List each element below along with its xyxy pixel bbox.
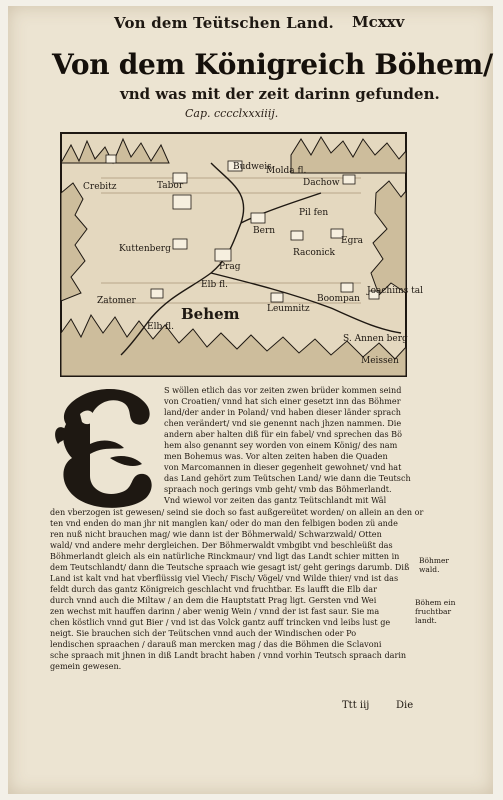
map-illustration xyxy=(61,133,423,376)
map-label-dachow: Dachow xyxy=(303,178,340,188)
body-text xyxy=(50,385,424,672)
map-label-budweis: Budweis xyxy=(233,162,272,172)
chapter-subtitle: vnd was mit der zeit darinn gefunden. xyxy=(120,85,440,103)
body-line: von Croatien/ vnnd hat sich einer gesetzt inn das Böhmer xyxy=(164,396,401,407)
map-label-meissen: Meissen xyxy=(361,356,399,366)
body-line: feldt durch das gantz Königreich geschlacht vnd fruchtbar. Es laufft die Elb dar xyxy=(50,583,377,594)
map-label-annaberg: S. Annen berg xyxy=(343,334,408,344)
body-line: spraach noch gerings vmb geht/ vmb das Böhmerlandt. xyxy=(164,484,392,495)
margin-note-fruchtbar: Böhem ein fruchtbar landt. xyxy=(415,598,456,625)
running-title: Von dem Teütschen Land. xyxy=(114,14,334,32)
map-label-leumnitz: Leumnitz xyxy=(267,304,310,314)
body-line: S wöllen etlich das vor zeiten zwen brüder kommen seind xyxy=(164,385,402,395)
body-line: durch vnnd auch die Miltaw / an dem die Hauptstatt Prag ligt. Gersten vnd Wei xyxy=(50,594,377,605)
map-label-bern: Bern xyxy=(253,226,276,236)
body-line: Land ist kalt vnd hat vberflüssig viel Viech/ Fisch/ Vögel/ vnd Wilde thier/ vnd ist das xyxy=(50,572,399,583)
map-label-joachims: Joachims tal xyxy=(367,286,423,296)
folio-number: Mcxxv xyxy=(352,13,405,31)
body-line: das Land gehört zum Teütschen Land/ wie dann die Teutsch xyxy=(164,473,411,484)
map-label-molda: Molda fl. xyxy=(266,166,307,176)
body-line: land/der ander in Poland/ vnd haben dieser länder sprach xyxy=(164,407,401,418)
body-line: den vberzogen ist gewesen/ seind sie doch so fast außgereütet worden/ on allein an den or xyxy=(50,506,424,517)
map-label-tabor: Tabor xyxy=(157,181,184,191)
signature-mark: Ttt iij xyxy=(342,700,370,711)
map-label-crebitz: Crebitz xyxy=(83,182,117,192)
body-line: dem Teutschlandt/ dann die Teutsche spraach wie gesagt ist/ geht gerings darumb. Diß xyxy=(50,561,410,572)
map-label-zatomer: Zatomer xyxy=(97,296,136,306)
body-line: Vnd wiewol vor zeiten das gantz Teütschlandt mit Wäl xyxy=(164,495,387,506)
map-label-raconick: Raconick xyxy=(293,248,335,258)
chapter-title: Von dem Königreich Böhem/ xyxy=(52,48,493,81)
body-line: chen verändert/ vnd sie genennt nach jhzen nammen. Die xyxy=(164,418,402,429)
map-label-elb: Elb fl. xyxy=(201,280,228,290)
map-label-kuttenberg: Kuttenberg xyxy=(119,244,171,254)
map-label-pilsen: Pil fen xyxy=(299,208,329,218)
body-line: von Marcomannen in dieser gegenheit gewohnet/ vnd hat xyxy=(164,462,402,473)
map-label-egra: Egra xyxy=(341,236,363,246)
body-line: men Bohemus was. Vor alten zeiten haben die Quaden xyxy=(164,451,388,462)
map-label-boompan: Boompan xyxy=(317,294,360,304)
catchword: Die xyxy=(396,700,414,711)
map-label-prag: Prag xyxy=(219,262,241,272)
body-line: sche spraach mit jhnen in diß Landt bracht haben / vnnd vorhin Teutsch spraach darin xyxy=(50,650,407,661)
margin-note-boehmerwald: Böhmer wald. xyxy=(419,556,449,574)
body-line: neigt. Sie brauchen sich der Teütschen vnnd auch der Windischen oder Po xyxy=(50,628,357,639)
map-label-elb-2: Elb fl. xyxy=(147,322,174,332)
body-line: gemein gewesen. xyxy=(50,661,122,672)
body-line: chen köstlich vnnd gut Bier / vnd ist das Volck gantz auff trincken vnd leibs lust ge xyxy=(50,616,391,627)
body-line: ten vnd enden do man jhr nit manglen kan/ oder do man den felbigen boden zü ande xyxy=(50,517,398,528)
body-line: hem also genannt sey worden von einem König/ des nam xyxy=(164,440,398,451)
chapter-number: Cap. cccclxxxiiij. xyxy=(185,107,279,120)
body-line: wald/ vnd andere mehr dergleichen. Der Böhmerwaldt vmbgibt vnd beschleüßt das xyxy=(50,539,393,550)
body-line: andern aber halten diß für ein fabel/ vnd sprechen das Bö xyxy=(164,429,403,440)
body-line: lendischen spraachen / darauß man mercken mag / das die Böhmen die Sclavoni xyxy=(50,639,382,650)
body-line: Böhmerlandt gleich als ein natürliche Rinckmaur/ vnd ligt das Landt schier mitten in xyxy=(50,550,400,561)
body-line: zen wechst mit hauffen darinn / aber wenig Wein / vnnd der ist fast saur. Sie ma xyxy=(50,605,380,616)
map-label-behem: Behem xyxy=(181,305,240,323)
body-line: ren nuß nicht brauchen mag/ wie dann ist der Böhmerwald/ Schwarzwald/ Otten xyxy=(50,528,382,539)
woodcut-map-bohemia xyxy=(61,133,423,376)
